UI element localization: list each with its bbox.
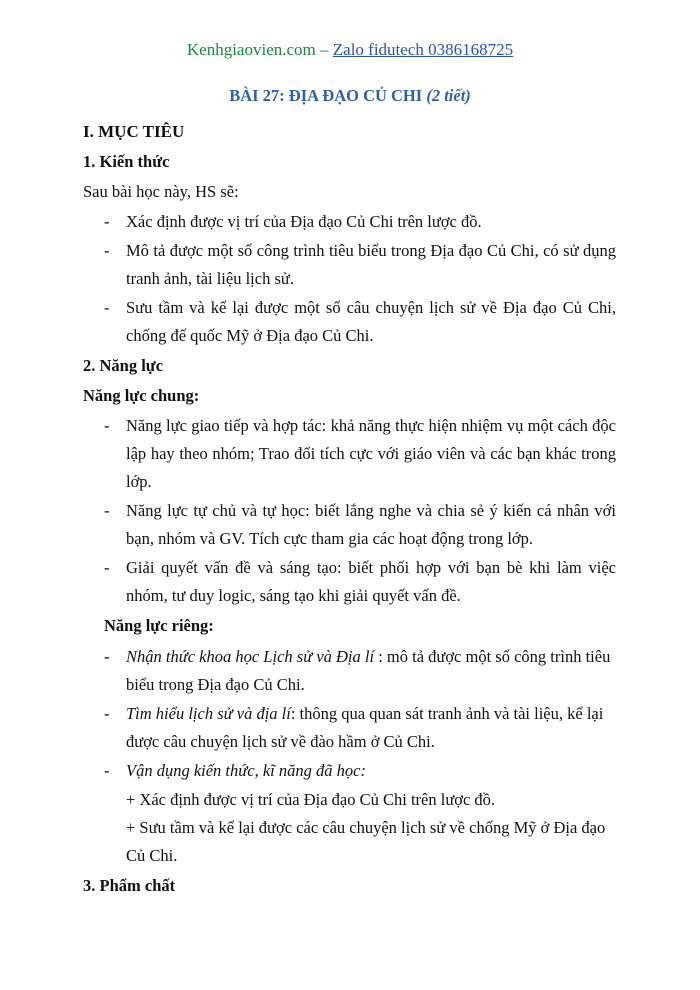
bullet-dash: - [104, 298, 110, 317]
nang-luc-chung-item-3-line-2: nhóm, tư duy logic, sáng tạo khi giải quyết vấn đề. [126, 586, 461, 605]
nang-luc-rieng-item-3: Vận dụng kiến thức, kĩ năng đã học: [126, 761, 366, 780]
nang-luc-chung-item-3-line-1: Giải quyết vấn đề và sáng tạo: biết phối hợp với bạn bè khi làm việc [126, 558, 616, 577]
heading-kien-thuc: 1. Kiến thức [83, 152, 170, 171]
nang-luc-rieng-item-1-line-1 [126, 647, 610, 667]
bullet-dash: - [104, 212, 110, 231]
lesson-title [0, 86, 700, 106]
bullet-dash: - [104, 761, 110, 780]
page-header [0, 40, 700, 60]
nang-luc-chung-item-1-line-1: Năng lực giao tiếp và hợp tác: khả năng thực hiện nhiệm vụ một cách độc [126, 416, 616, 435]
van-dung-point-2-line-2: Củ Chi. [126, 846, 178, 865]
nang-luc-rieng-item-1-line-2: biểu trong Địa đạo Củ Chi. [126, 675, 305, 694]
nang-luc-rieng-item-2-line-2: được câu chuyện lịch sử về đào hầm ở Củ Chi. [126, 732, 435, 751]
lesson-title-main: BÀI 27: ĐỊA ĐẠO CỦ CHI [229, 86, 427, 105]
kien-thuc-item-2-line-2: tranh ảnh, tài liệu lịch sử. [126, 269, 294, 288]
van-dung-point-1: + Xác định được vị trí của Địa đạo Củ Chi trên lược đồ. [126, 790, 496, 809]
nang-luc-chung-item-1-line-3: lớp. [126, 472, 152, 491]
bullet-dash: - [104, 704, 110, 723]
intro-text: Sau bài học này, HS sẽ: [83, 182, 239, 201]
kien-thuc-item-2-line-1: Mô tả được một số công trình tiêu biểu trong Địa đạo Củ Chi, có sử dụng [126, 241, 616, 260]
competency-desc: : thông qua quan sát tranh ảnh và tài liệu, kể lại [290, 704, 604, 723]
zalo-link[interactable]: Zalo fidutech 0386168725 [332, 40, 514, 59]
bullet-dash: - [104, 647, 110, 666]
bullet-dash: - [104, 558, 110, 577]
competency-name: Nhận thức khoa học Lịch sử và Địa lí [126, 647, 375, 666]
nang-luc-chung-item-2-line-2: bạn, nhóm và GV. Tích cực tham gia các hoạt động trong lớp. [126, 529, 534, 548]
kien-thuc-item-1: Xác định được vị trí của Địa đạo Củ Chi trên lược đồ. [126, 212, 482, 231]
heading-pham-chat: 3. Phẩm chất [83, 876, 176, 895]
section-muc-tieu: I. MỤC TIÊU [83, 122, 185, 141]
kien-thuc-item-3-line-1: Sưu tầm và kể lại được một số câu chuyện lịch sử về Địa đạo Củ Chi, [126, 298, 616, 317]
header-separator: – [315, 40, 333, 59]
competency-name: Tìm hiểu lịch sử và địa lí [126, 704, 291, 723]
site-link[interactable]: Kenhgiaovien.com [186, 40, 316, 59]
heading-nang-luc: 2. Năng lực [83, 356, 164, 375]
lesson-title-duration: (2 tiết) [426, 86, 471, 105]
heading-nang-luc-rieng: Năng lực riêng: [104, 616, 214, 635]
nang-luc-rieng-item-2-line-1 [126, 704, 603, 724]
kien-thuc-item-3-line-2: chống đế quốc Mỹ ở Địa đạo Củ Chi. [126, 326, 374, 345]
bullet-dash: - [104, 416, 110, 435]
van-dung-point-2-line-1: + Sưu tầm và kể lại được các câu chuyện lịch sử về chống Mỹ ở Địa đạo [126, 818, 606, 837]
bullet-dash: - [104, 241, 110, 260]
nang-luc-chung-item-1-line-2: lập hay theo nhóm; Trao đổi tích cực với giáo viên và các bạn khác trong [126, 444, 616, 463]
competency-desc: : mô tả được một số công trình tiêu [374, 647, 611, 666]
heading-nang-luc-chung: Năng lực chung: [83, 386, 200, 405]
bullet-dash: - [104, 501, 110, 520]
nang-luc-chung-item-2-line-1: Năng lực tự chủ và tự học: biết lắng nghe và chia sẻ ý kiến cá nhân với [126, 501, 616, 520]
